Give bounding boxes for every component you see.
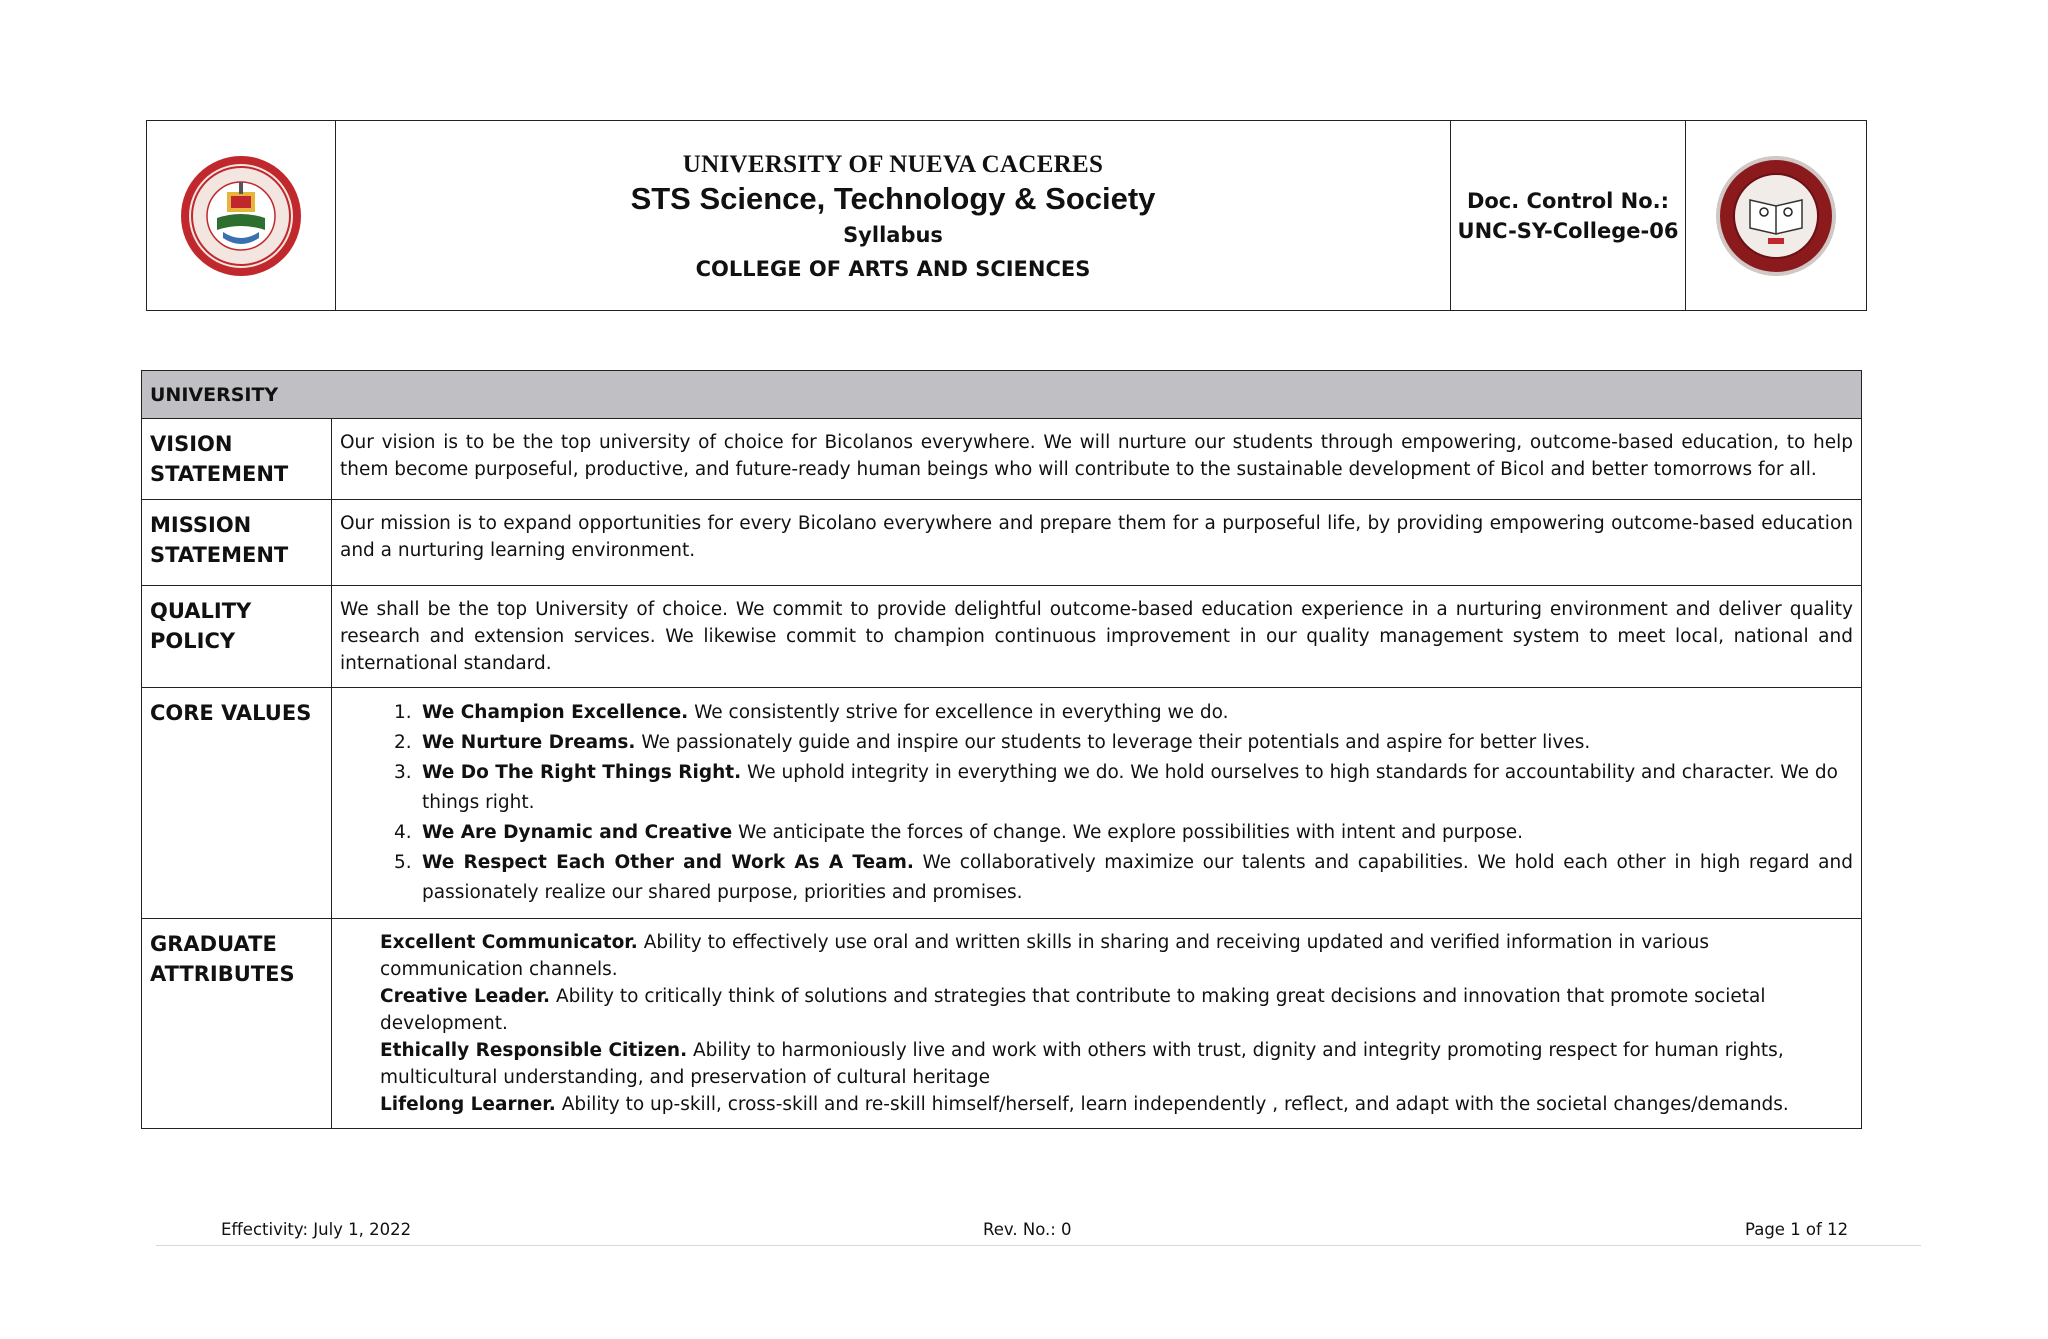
vision-label-line2: STATEMENT	[150, 462, 289, 486]
list-item-title: We Respect Each Other and Work As A Team.	[422, 852, 914, 873]
attribute-text: Ability to harmoniously live and work with others with trust, dignity and integrity promoting respect for human rights, multicultural understanding, and preservation of cultural heritage	[380, 1040, 1784, 1088]
list-item-title: We Champion Excellence.	[422, 702, 689, 723]
graduate-attributes-label-line2: ATTRIBUTES	[150, 962, 295, 986]
list-item-text: We passionately guide and inspire our students to leverage their potentials and aspire for better lives.	[635, 732, 1591, 753]
attribute-text: Ability to effectively use oral and written skills in sharing and receiving updated and verified information in various communication channels.	[380, 932, 1709, 980]
college-name: COLLEGE OF ARTS AND SCIENCES	[695, 256, 1091, 281]
attribute-title: Ethically Responsible Citizen.	[380, 1040, 688, 1061]
graduate-attributes-label	[142, 919, 332, 1129]
list-item-text: We consistently strive for excellence in everything we do.	[688, 702, 1229, 723]
list-item-number: 1.	[394, 702, 412, 723]
list-item-title: We Nurture Dreams.	[422, 732, 636, 753]
section-header: UNIVERSITY	[142, 371, 1862, 419]
quality-policy-text: We shall be the top University of choice. We commit to provide delightful outcome-based education experience in a nurturing environment and deliver quality research and extension services. We likewise commit to champion continuous improvement in our quality management system to meet local, national and international standard.	[332, 586, 1862, 688]
list-item	[340, 929, 1853, 983]
list-item-text: We uphold integrity in everything we do. We hold ourselves to high standards for accountability and character. We do things right.	[422, 762, 1838, 813]
doc-control-value: UNC-SY-College-06	[1457, 218, 1679, 243]
mission-label-line1: MISSION	[150, 513, 252, 537]
university-seal-icon	[177, 152, 305, 280]
list-item	[340, 983, 1853, 1037]
list-item-text: We collaboratively maximize our talents and capabilities. We hold each other in high regard and passionately realize our shared purpose, priorities and promises.	[422, 852, 1853, 903]
core-values-list	[340, 698, 1853, 908]
list-item-number: 4.	[394, 822, 412, 843]
list-item	[394, 818, 1853, 848]
list-item	[340, 1037, 1853, 1091]
table-header-row	[142, 371, 1862, 419]
attribute-title: Creative Leader.	[380, 986, 551, 1007]
core-values-cell	[332, 688, 1862, 919]
attribute-title: Lifelong Learner.	[380, 1094, 556, 1115]
vision-label	[142, 419, 332, 500]
list-item-title: We Do The Right Things Right.	[422, 762, 742, 783]
doc-control-cell	[1451, 121, 1686, 310]
graduate-attributes-label-line1: GRADUATE	[150, 932, 277, 956]
footer-effectivity: Effectivity: July 1, 2022	[221, 1220, 412, 1239]
mission-text: Our mission is to expand opportunities for every Bicolano everywhere and prepare them for a purposeful life, by providing empowering outcome-based education and a nurturing learning environment.	[332, 500, 1862, 586]
attribute-text: Ability to critically think of solutions and strategies that contribute to making great decisions and innovation that promote societal development.	[380, 986, 1766, 1034]
mission-label-line2: STATEMENT	[150, 543, 289, 567]
university-name: UNIVERSITY OF NUEVA CACERES	[682, 150, 1104, 178]
footer-page-number: Page 1 of 12	[1745, 1220, 1849, 1239]
graduate-attributes-cell	[332, 919, 1862, 1129]
footer-divider	[156, 1245, 1921, 1246]
quality-policy-row	[142, 586, 1862, 688]
mission-label	[142, 500, 332, 586]
list-item-number: 3.	[394, 762, 412, 783]
vision-row	[142, 419, 1862, 500]
core-values-label: CORE VALUES	[142, 688, 332, 919]
list-item-number: 2.	[394, 732, 412, 753]
doc-control-label: Doc. Control No.:	[1466, 188, 1670, 213]
vision-label-line1: VISION	[150, 432, 233, 456]
left-logo-cell	[147, 121, 336, 310]
right-logo-cell	[1686, 121, 1866, 310]
header-title-cell	[336, 121, 1451, 310]
list-item	[394, 758, 1853, 818]
attribute-text: Ability to up-skill, cross-skill and re-skill himself/herself, learn independently , reflect, and adapt with the societal changes/demands.	[555, 1094, 1789, 1115]
list-item-title: We Are Dynamic and Creative	[422, 822, 733, 843]
university-info-table	[141, 370, 1862, 1129]
graduate-attributes-row	[142, 919, 1862, 1129]
list-item	[394, 698, 1853, 728]
list-item	[394, 728, 1853, 758]
vision-text: Our vision is to be the top university of choice for Bicolanos everywhere. We will nurture our students through empowering, outcome-based education, to help them become purposeful, productive, and future-ready human beings who will contribute to the sustainable development of Bicol and better tomorrows for all.	[332, 419, 1862, 500]
quality-policy-label: QUALITY POLICY	[142, 586, 332, 688]
list-item-number: 5.	[394, 852, 412, 873]
footer-revision: Rev. No.: 0	[983, 1220, 1072, 1239]
core-values-row	[142, 688, 1862, 919]
mission-row	[142, 500, 1862, 586]
document-type: Syllabus	[843, 222, 943, 247]
list-item	[340, 1091, 1853, 1118]
course-title: STS Science, Technology & Society	[630, 180, 1156, 216]
list-item	[394, 848, 1853, 908]
college-seal-icon	[1714, 154, 1838, 278]
list-item-text: We anticipate the forces of change. We explore possibilities with intent and purpose.	[732, 822, 1524, 843]
document-header	[146, 120, 1867, 311]
attribute-title: Excellent Communicator.	[380, 932, 638, 953]
